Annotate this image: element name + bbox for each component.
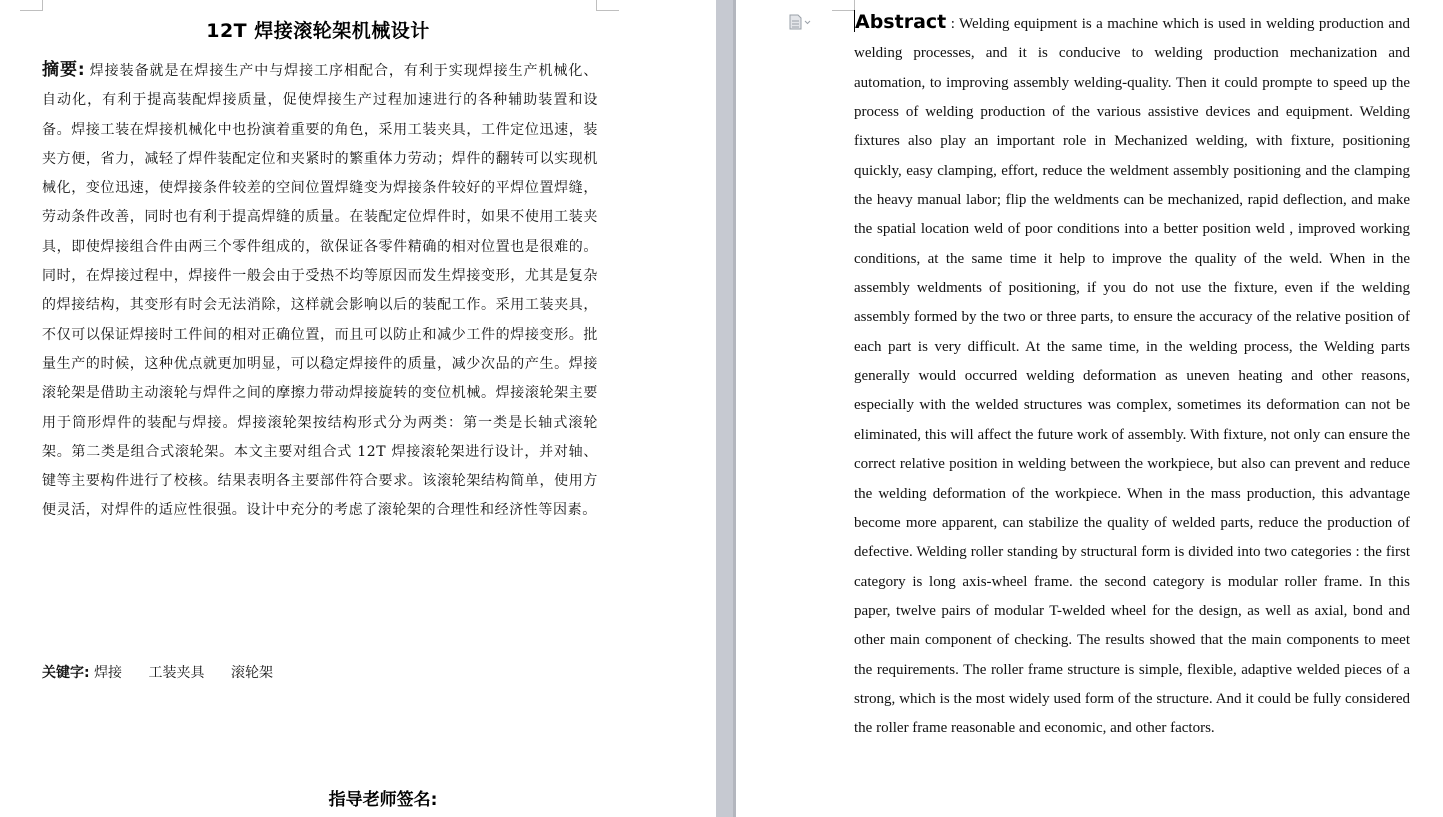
page-right — [736, 0, 1443, 817]
crop-mark-top-right — [596, 0, 619, 11]
advisor-signature-label: 指导老师签名: — [328, 790, 438, 810]
page-left — [0, 0, 716, 817]
english-abstract[interactable] — [854, 8, 1410, 744]
chinese-abstract[interactable] — [42, 56, 598, 526]
english-abstract-label: Abstract — [855, 11, 947, 33]
page-gutter — [716, 0, 736, 817]
keyword-item: 滚轮架 — [230, 665, 273, 681]
chinese-keywords — [42, 662, 295, 682]
document-icon[interactable] — [788, 14, 812, 30]
chinese-title: 12T 焊接滚轮架机械设计 — [206, 20, 430, 42]
chinese-abstract-label: 摘要: — [42, 60, 86, 80]
keywords-label: 关键字: — [42, 665, 90, 681]
keyword-item: 焊接 — [94, 665, 123, 681]
chinese-abstract-text: 焊接装备就是在焊接生产中与焊接工序相配合，有利于实现焊接生产机械化、自动化，有利于提高装配焊接质量，促使焊接生产过程加速进行的各种辅助装置和设备。焊接工装在焊接机械化中也扮演着重要的角色，采用工装夹具，工件定位迅速，装夹方便，省力，减轻了焊件装配定位和夹紧时的繁重体力劳动；焊件的翻转可以实现机械化，变位迅速，使焊接条件较差的空间位置焊缝变为焊接条件较好的平焊位置焊缝，劳动条件改善，同时也有利于提高焊缝的质量。在装配定位焊件时，如果不使用工装夹具，即使焊接组合件由两三个零件组成的，欲保证各零件精确的相对位置也是很难的。同时，在焊接过程中，焊接件一般会由于受热不均等原因而发生焊接变形，尤其是复杂的焊接结构，其变形有时会无法消除，这样就会影响以后的装配工作。采用工装夹具，不仅可以保证焊接时工件间的相对正确位置，而且可以防止和减少工件的焊接变形。批量生产的时候，这种优点就更加明显，可以稳定焊接件的质量，减少次品的产生。焊接滚轮架是借助主动滚轮与焊件之间的摩擦力带动焊接旋转的变位机械。焊接滚轮架主要用于筒形焊件的装配与焊接。焊接滚轮架按结构形式分为两类：第一类是长轴式滚轮架。第二类是组合式滚轮架。本文主要对组合式 12T 焊接滚轮架进行设计，并对轴、键等主要构件进行了校核。结果表明各主要部件符合要求。该滚轮架结构简单，使用方便灵活，对焊件的适应性很强。设计中充分的考虑了滚轮架的合理性和经济性等因素。 — [42, 63, 598, 519]
crop-mark-top-left-right-page — [832, 0, 855, 11]
keyword-item: 工装夹具 — [148, 665, 205, 681]
english-abstract-text: : Welding equipment is a machine which is used in welding production and welding processes, and it is conducive to welding production mechanization and automation, to improving assembly welding-quality. Then it could prompte to speed up the process of welding production of the various assistive devices and equipment. Welding fixtures also play an important role in Mechanized welding, with fixture, positioning quickly, easy clamping, effort, reduce the weldment assembly positioning and the clamping the heavy manual labor; flip the weldments can be mechanized, rapid deflection, and make the spatial location weld of poor conditions into a better position weld , improved working conditions, at the same time it help to improve the quality of the weld. When in the assembly weldments of positioning, if you do not use the fixture, even if the welding assembly formed by the two or three parts, to ensure the accuracy of the relative position of each part is very difficult. At the same time, in the welding process, the Welding parts generally would occurred welding deformation as uneven heating and other reasons, especially with the welded structures was complex, sometimes its deformation can not be eliminated, this will affect the future work of assembly. With fixture, not only can ensure the correct relative position in welding between the workpiece, but also can prevent and reduce the welding deformation of the workpiece. When in the mass production, this advantage become more apparent, can stabilize the quality of welded parts, reduce the production of defective. Welding roller standing by structural form is divided into two categories : the first category is long axis-wheel frame. the second category is modular roller frame. In this paper, twelve pairs of modular T-welded wheel for the design, as well as axial, bond and other main component of checking. The results showed that the main components to meet the requirements. The roller frame structure is simple, flexible, adaptive welded pieces of a strong, which is the most widely used form of the structure. And it could be fully considered the roller frame reasonable and economic, and other factors. — [854, 16, 1410, 737]
crop-mark-top-left — [20, 0, 43, 11]
